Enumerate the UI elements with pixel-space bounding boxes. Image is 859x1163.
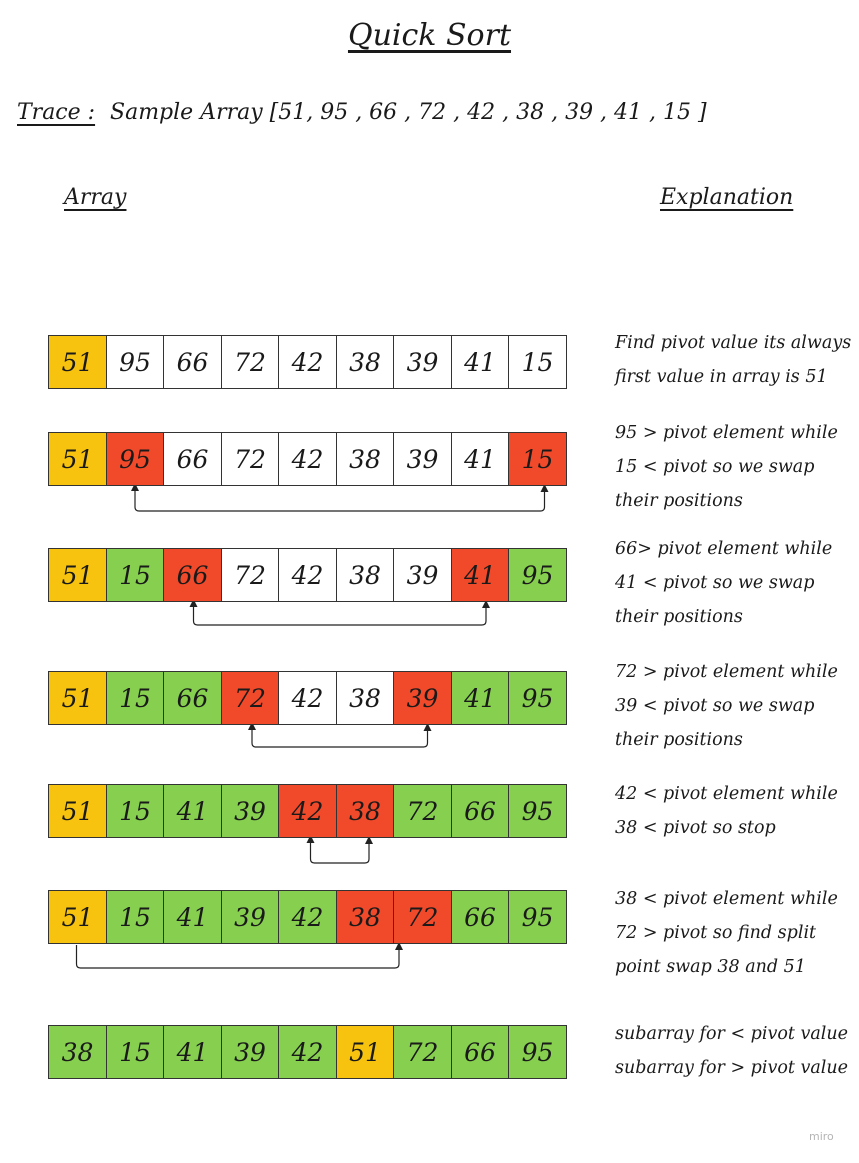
explanation-line: 15 < pivot so we swap [615, 457, 815, 477]
swap-connector-step-2 [135, 487, 545, 511]
array-row-step-7 [48, 1025, 567, 1079]
array-cell: 72 [221, 335, 280, 389]
explanation-line: point swap 38 and 51 [615, 957, 806, 977]
miro-watermark: miro [809, 1130, 834, 1143]
array-cell: 39 [221, 1025, 280, 1079]
explanation-line: 41 < pivot so we swap [615, 573, 815, 593]
array-cell: 15 [106, 671, 165, 725]
array-cell: 95 [106, 335, 165, 389]
explanation-line: their positions [615, 607, 743, 627]
array-cell: 41 [451, 548, 510, 602]
array-cell: 72 [393, 784, 452, 838]
array-cell: 39 [393, 432, 452, 486]
array-cell: 51 [48, 890, 107, 944]
array-cell: 38 [336, 784, 395, 838]
explanation-line: their positions [615, 491, 743, 511]
array-cell: 95 [106, 432, 165, 486]
array-cell: 15 [106, 1025, 165, 1079]
explanation-step-6 [615, 882, 859, 984]
array-cell: 38 [336, 432, 395, 486]
explanation-line: 42 < pivot element while [615, 784, 838, 804]
explanation-step-3 [615, 532, 859, 634]
array-cell: 41 [163, 784, 222, 838]
array-cell: 38 [48, 1025, 107, 1079]
array-cell: 42 [278, 335, 337, 389]
array-cell: 42 [278, 1025, 337, 1079]
array-cell: 95 [508, 1025, 567, 1079]
explanation-line: subarray for < pivot value [615, 1024, 849, 1044]
swap-connector-step-6 [77, 945, 400, 968]
array-cell: 66 [163, 548, 222, 602]
array-cell: 66 [163, 671, 222, 725]
array-cell: 51 [48, 335, 107, 389]
array-cell: 39 [221, 784, 280, 838]
array-cell: 72 [221, 548, 280, 602]
array-cell: 66 [451, 784, 510, 838]
array-cell: 41 [163, 890, 222, 944]
explanation-line: 72 > pivot so find split [615, 923, 817, 943]
explanation-line: 38 < pivot so stop [615, 818, 776, 838]
array-cell: 66 [163, 335, 222, 389]
array-cell: 15 [106, 890, 165, 944]
explanation-step-4 [615, 655, 859, 757]
swap-connector-step-3 [194, 603, 487, 625]
array-cell: 15 [508, 432, 567, 486]
array-cell: 42 [278, 784, 337, 838]
explanation-line: 39 < pivot so we swap [615, 696, 815, 716]
array-cell: 51 [48, 432, 107, 486]
array-cell: 42 [278, 432, 337, 486]
explanation-column-header: Explanation [660, 185, 794, 210]
explanation-step-5 [615, 777, 859, 845]
explanation-step-2 [615, 416, 859, 518]
explanation-step-7 [615, 1017, 859, 1085]
array-row-step-5 [48, 784, 567, 838]
array-cell: 38 [336, 335, 395, 389]
array-cell: 41 [163, 1025, 222, 1079]
array-cell: 41 [451, 432, 510, 486]
array-cell: 39 [393, 335, 452, 389]
explanation-line: their positions [615, 730, 743, 750]
array-cell: 51 [48, 671, 107, 725]
explanation-line: 66> pivot element while [615, 539, 833, 559]
array-row-step-4 [48, 671, 567, 725]
array-cell: 95 [508, 784, 567, 838]
array-cell: 66 [451, 1025, 510, 1079]
trace-sample-array: Sample Array [51, 95 , 66 , 72 , 42 , 38 , 39 , 41 , 15 ] [110, 100, 707, 125]
array-cell: 42 [278, 548, 337, 602]
array-cell: 15 [508, 335, 567, 389]
explanation-line: Find pivot value its always [615, 333, 852, 353]
array-cell: 72 [221, 432, 280, 486]
array-cell: 15 [106, 548, 165, 602]
array-cell: 42 [278, 890, 337, 944]
array-cell: 15 [106, 784, 165, 838]
array-cell: 66 [163, 432, 222, 486]
array-cell: 72 [221, 671, 280, 725]
array-cell: 51 [336, 1025, 395, 1079]
page-title: Quick Sort [347, 18, 512, 53]
explanation-line: 72 > pivot element while [615, 662, 838, 682]
array-row-step-2 [48, 432, 567, 486]
array-row-step-6 [48, 890, 567, 944]
array-cell: 95 [508, 671, 567, 725]
array-cell: 42 [278, 671, 337, 725]
array-column-header: Array [64, 185, 127, 210]
array-cell: 72 [393, 890, 452, 944]
trace-label: Trace : [17, 100, 96, 125]
swap-connector-step-5 [311, 839, 370, 863]
array-cell: 38 [336, 671, 395, 725]
swap-connector-step-4 [252, 726, 428, 747]
array-cell: 41 [451, 671, 510, 725]
array-cell: 39 [393, 548, 452, 602]
array-cell: 38 [336, 890, 395, 944]
array-row-step-1 [48, 335, 567, 389]
array-cell: 51 [48, 784, 107, 838]
explanation-line: 95 > pivot element while [615, 423, 838, 443]
explanation-step-1 [615, 326, 859, 394]
explanation-line: first value in array is 51 [615, 367, 828, 387]
array-cell: 38 [336, 548, 395, 602]
array-cell: 95 [508, 890, 567, 944]
array-cell: 72 [393, 1025, 452, 1079]
array-cell: 39 [393, 671, 452, 725]
array-cell: 39 [221, 890, 280, 944]
array-cell: 51 [48, 548, 107, 602]
array-cell: 66 [451, 890, 510, 944]
array-cell: 95 [508, 548, 567, 602]
explanation-line: 38 < pivot element while [615, 889, 838, 909]
array-row-step-3 [48, 548, 567, 602]
explanation-line: subarray for > pivot value [615, 1058, 849, 1078]
array-cell: 41 [451, 335, 510, 389]
